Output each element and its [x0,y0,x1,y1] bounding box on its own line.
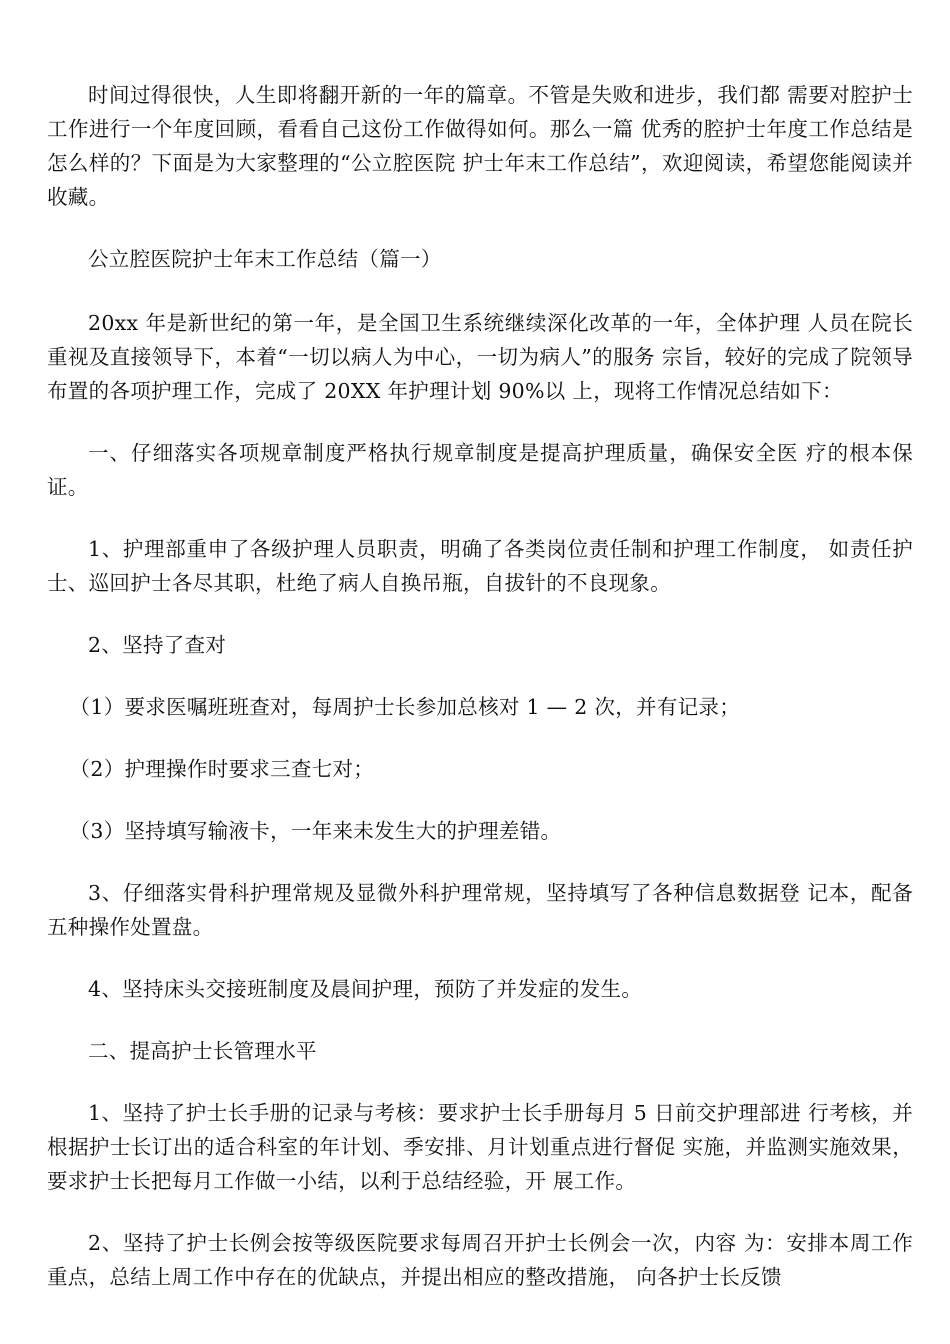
sub-item-2: （2）护理操作时要求三查七对； [69,757,375,781]
item-paragraph-4: 4、坚持床头交接班制度及晨间护理，预防了并发症的发生。 [88,977,643,1001]
item-paragraph-5: 1、坚持了护士长手册的记录与考核：要求护士长手册每月 5 日前交护理部进 行考核，并根据护士长订出的适合科室的年计划、季安排、月计划重点进行督促 实施，并监测实施效果，要求护士长把每月工作做一小结，以利于总结经验，开 展工作。 [47,1101,913,1193]
sub-item-1: （1）要求医嘱班班查对，每周护士长参加总核对 1 — 2 次，并有记录； [69,695,741,719]
item-paragraph-1: 1、护理部重申了各级护理人员职责，明确了各类岗位责任制和护理工作制度， 如责任护士、巡回护士各尽其职，杜绝了病人自换吊瓶，自拔针的不良现象。 [47,537,913,595]
section-heading-1: 一、仔细落实各项规章制度严格执行规章制度是提高护理质量，确保安全医 疗的根本保证。 [47,441,913,499]
item-paragraph-2: 2、坚持了查对 [88,633,227,657]
item-paragraph-3: 3、仔细落实骨科护理常规及显微外科护理常规，坚持填写了各种信息数据登 记本，配备五种操作处置盘。 [47,881,913,939]
document-body [47,78,913,1322]
overview-paragraph: 20xx 年是新世纪的第一年，是全国卫生系统继续深化改革的一年，全体护理 人员在院长重视及直接领导下，本着“一切以病人为中心，一切为病人”的服务 宗旨，较好的完成了院领导布置的各项护理工作，完成了 20XX 年护理计划 90%以 上，现将工作情况总结如下： [47,311,913,403]
section-title: 公立腔医院护士年末工作总结（篇一） [88,247,442,271]
intro-paragraph: 时间过得很快，人生即将翻开新的一年的篇章。不管是失败和进步，我们都 需要对腔护士工作进行一个年度回顾，看看自己这份工作做得如何。那么一篇 优秀的腔护士年度工作总结是怎么样的？下面是为大家整理的“公立腔医院 护士年末工作总结”，欢迎阅读，希望您能阅读并收藏。 [47,83,913,209]
section-heading-2: 二、提高护士长管理水平 [88,1039,317,1063]
sub-item-3: （3）坚持填写输液卡，一年来未发生大的护理差错。 [69,819,562,843]
item-paragraph-6: 2、坚持了护士长例会按等级医院要求每周召开护士长例会一次，内容 为：安排本周工作重点，总结上周工作中存在的优缺点，并提出相应的整改措施， 向各护士长反馈 [47,1231,913,1289]
